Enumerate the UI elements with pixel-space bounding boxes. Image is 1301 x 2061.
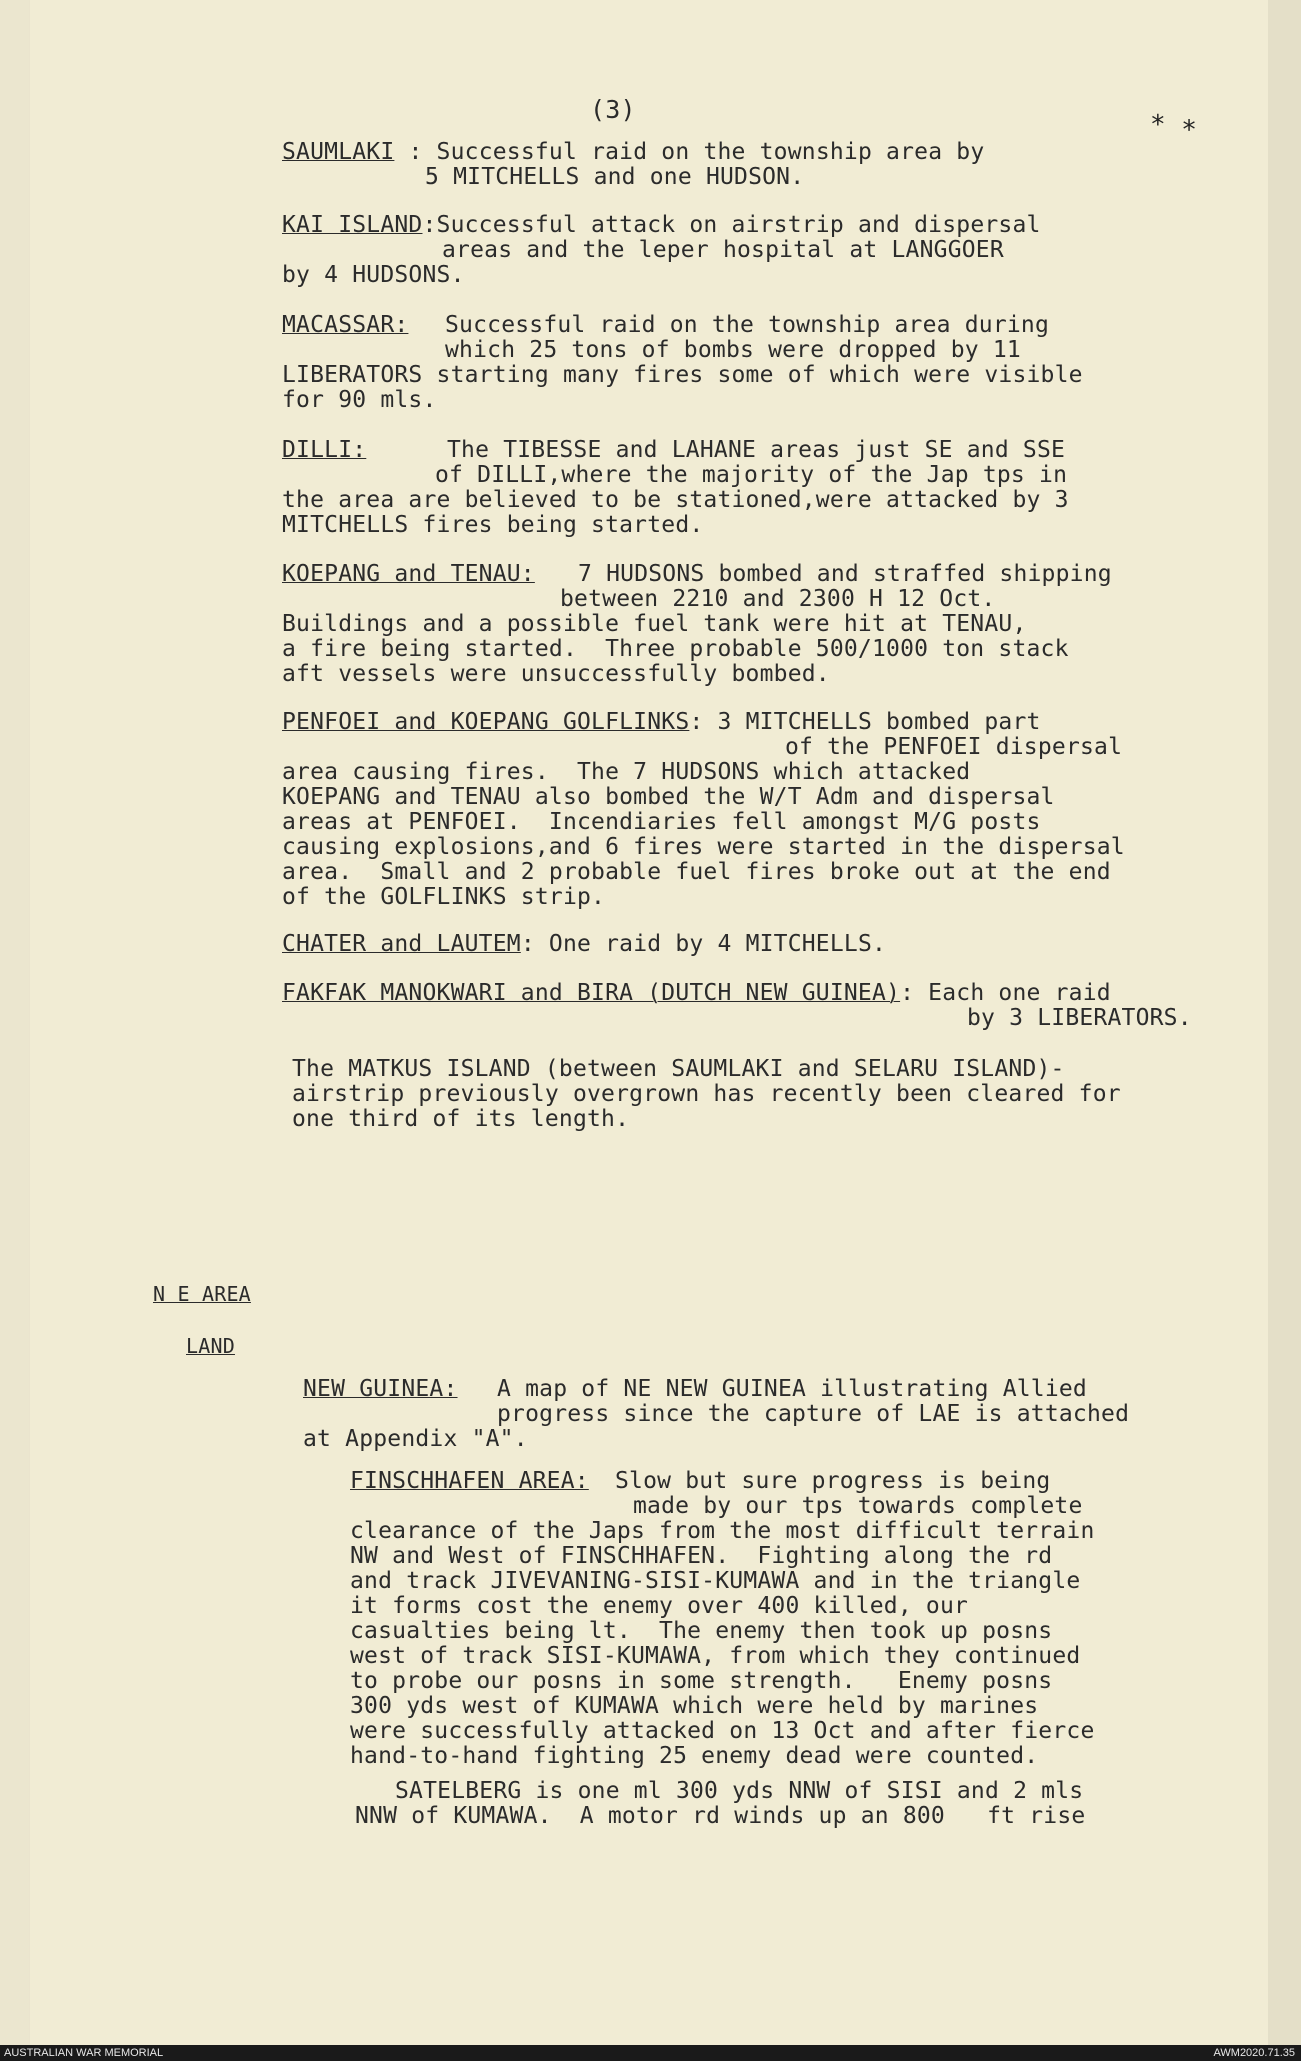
koepang-line5: aft vessels were unsuccessfully bombed.: [282, 661, 830, 687]
finschhafen-line5: and track JIVEVANING-SISI-KUMAWA and in the triangle: [350, 1568, 1081, 1594]
dilli-line4: MITCHELLS fires being started.: [282, 512, 704, 538]
penfoei-line4: KOEPANG and TENAU also bombed the W/T Adm and dispersal: [282, 784, 1055, 810]
koepang-line1: 7 HUDSONS bombed and straffed shipping: [578, 561, 1112, 587]
penfoei-line5: areas at PENFOEI. Incendiaries fell amongst M/G posts: [282, 809, 1041, 835]
dilli-line1: The TIBESSE and LAHANE areas just SE and SSE: [447, 437, 1066, 463]
finschhafen-line9: to probe our posns in some strength. Enemy posns: [350, 1668, 1053, 1694]
penfoei-line3: area causing fires. The 7 HUDSONS which attacked: [282, 759, 971, 785]
macassar-line4: for 90 mls.: [282, 387, 437, 413]
finschhafen-line12: hand-to-hand fighting 25 enemy dead were counted.: [350, 1743, 1039, 1769]
saumlaki-heading: SAUMLAKI: [282, 139, 395, 165]
chater-line1: : One raid by 4 MITCHELLS.: [520, 931, 887, 957]
land-subheading: LAND: [186, 1334, 235, 1358]
finschhafen-line2: made by our tps towards complete: [633, 1493, 1083, 1519]
penfoei-line8: of the GOLFLINKS strip.: [282, 884, 606, 910]
kai-line3: by 4 HUDSONS.: [282, 262, 465, 288]
penfoei-heading: PENFOEI and KOEPANG GOLFLINKS: [282, 709, 690, 735]
new-guinea-line2: progress since the capture of LAE is attached: [497, 1401, 1130, 1427]
finschhafen-line6: it forms cost the enemy over 400 killed, our: [350, 1593, 969, 1619]
ne-area-heading: N E AREA: [153, 1282, 251, 1306]
matkus-line3: one third of its length.: [292, 1106, 630, 1132]
page-number: (3): [590, 95, 636, 124]
macassar-heading: MACASSAR:: [282, 312, 409, 338]
new-guinea-line1: A map of NE NEW GUINEA illustrating Allied: [497, 1376, 1087, 1402]
kai-line2: areas and the leper hospital at LANGGOER: [442, 237, 1004, 263]
koepang-heading: KOEPANG and TENAU:: [282, 561, 535, 587]
kai-heading: KAI ISLAND: [282, 212, 423, 238]
chater-heading: CHATER and LAUTEM: [282, 931, 521, 957]
finschhafen-line8: west of track SISI-KUMAWA, from which they continued: [350, 1643, 1081, 1669]
fakfak-line1: : Each one raid: [900, 980, 1111, 1006]
footer-right: AWM2020.71.35: [1213, 2047, 1295, 2059]
saumlaki-entry: [282, 140, 984, 165]
fakfak-entry: [282, 981, 1111, 1006]
penfoei-entry: [282, 710, 1041, 735]
koepang-line4: a fire being started. Three probable 500/1000 ton stack: [282, 636, 1069, 662]
finschhafen-line7: casualties being lt. The enemy then took up posns: [350, 1618, 1053, 1644]
finschhafen-line4: NW and West of FINSCHHAFEN. Fighting along the rd: [350, 1543, 1053, 1569]
paper-edge: [1268, 0, 1301, 2045]
finschhafen-line1: Slow but sure progress is being: [615, 1468, 1051, 1494]
finschhafen-line10: 300 yds west of KUMAWA which were held by marines: [350, 1693, 1039, 1719]
satelberg-line1: SATELBERG is one ml 300 yds NNW of SISI and 2 mls: [395, 1778, 1084, 1804]
finschhafen-line11: were successfully attacked on 13 Oct and after fierce: [350, 1718, 1095, 1744]
penfoei-line2: of the PENFOEI dispersal: [785, 734, 1123, 760]
dilli-heading: DILLI:: [282, 437, 367, 463]
finschhafen-line3: clearance of the Japs from the most difficult terrain: [350, 1518, 1095, 1544]
kai-entry: [282, 213, 1041, 238]
corner-mark: * ∗: [1150, 110, 1197, 140]
penfoei-line1: : 3 MITCHELLS bombed part: [689, 709, 1041, 735]
macassar-line2: which 25 tons of bombs were dropped by 11: [445, 337, 1021, 363]
footer-left: AUSTRALIAN WAR MEMORIAL: [4, 2047, 164, 2059]
fakfak-heading: FAKFAK MANOKWARI and BIRA (DUTCH NEW GUINEA): [282, 980, 901, 1006]
chater-entry: [282, 932, 886, 957]
dilli-line3: the area are believed to be stationed,were attacked by 3: [282, 487, 1069, 513]
dilli-line2: of DILLI,where the majority of the Jap tps in: [435, 462, 1068, 488]
koepang-line2: between 2210 and 2300 H 12 Oct.: [560, 586, 996, 612]
saumlaki-line2: 5 MITCHELLS and one HUDSON.: [425, 164, 805, 190]
fakfak-line2: by 3 LIBERATORS.: [967, 1005, 1192, 1031]
new-guinea-line3: at Appendix "A".: [303, 1426, 528, 1452]
kai-line1: :Successful attack on airstrip and dispersal: [422, 212, 1041, 238]
finschhafen-heading: FINSCHHAFEN AREA:: [350, 1468, 589, 1494]
macassar-line3: LIBERATORS starting many fires some of which were visible: [282, 362, 1083, 388]
satelberg-line2: NNW of KUMAWA. A motor rd winds up an 800 ft rise: [355, 1803, 1086, 1829]
penfoei-line7: area. Small and 2 probable fuel fires broke out at the end: [282, 859, 1111, 885]
penfoei-line6: causing explosions,and 6 fires were started in the dispersal: [282, 834, 1125, 860]
macassar-line1: Successful raid on the township area during: [445, 312, 1050, 338]
saumlaki-line1: : Successful raid on the township area by: [408, 139, 985, 165]
new-guinea-heading: NEW GUINEA:: [303, 1376, 458, 1402]
matkus-line1: The MATKUS ISLAND (between SAUMLAKI and SELARU ISLAND)-: [292, 1056, 1065, 1082]
footer-bar: [0, 2045, 1301, 2061]
koepang-line3: Buildings and a possible fuel tank were hit at TENAU,: [282, 611, 1027, 637]
matkus-line2: airstrip previously overgrown has recently been cleared for: [292, 1081, 1121, 1107]
